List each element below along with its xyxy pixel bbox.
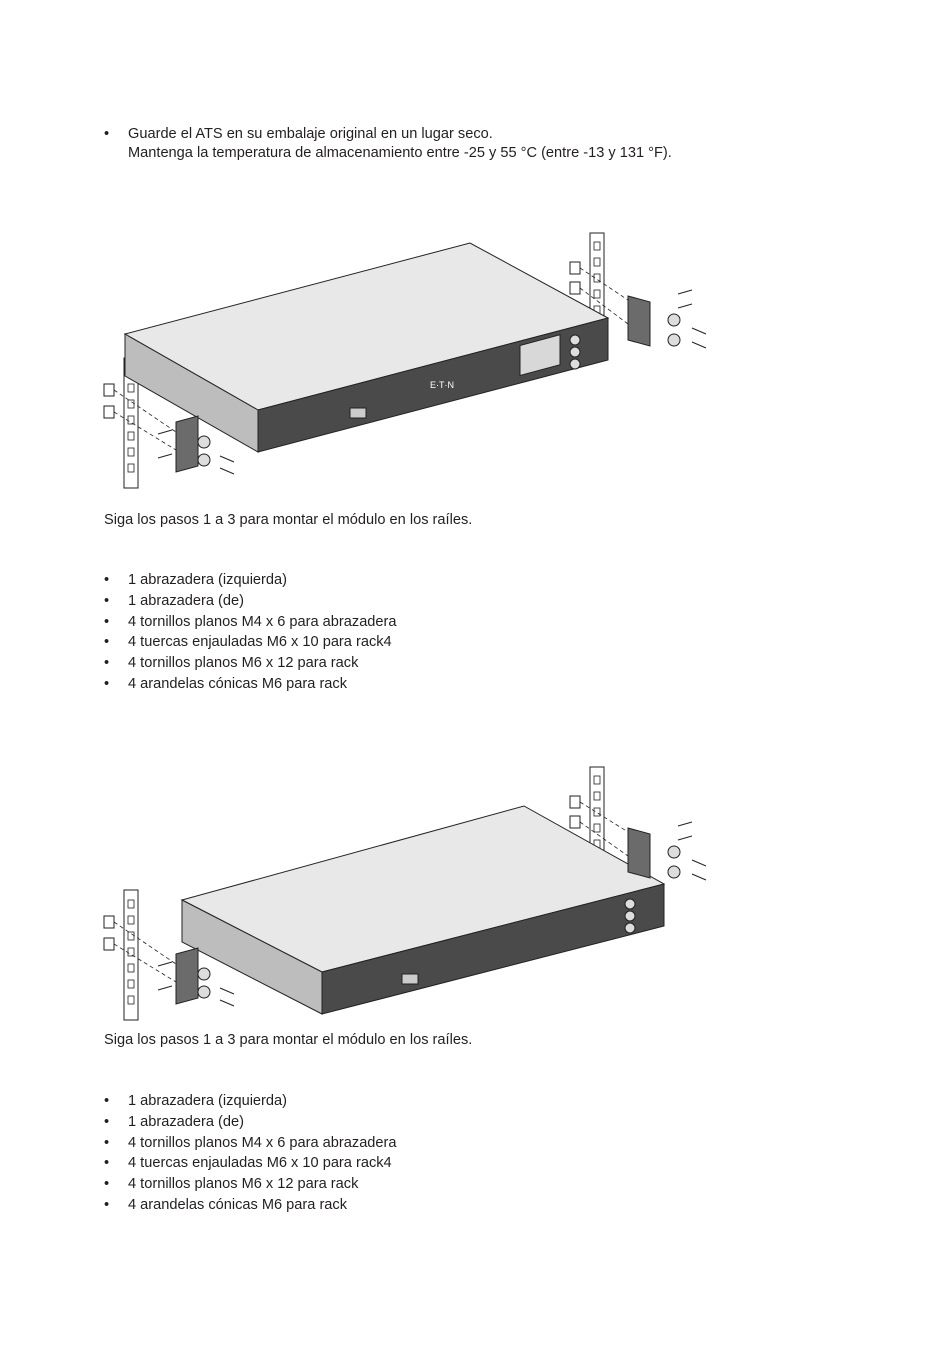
list-item: • 1 abrazadera (de) <box>104 591 397 612</box>
list-item: • 4 arandelas cónicas M6 para rack <box>104 674 397 695</box>
device-logo: E·T·N <box>430 380 454 390</box>
rack-mount-illustration-1 <box>100 228 730 493</box>
storage-line-2: Mantenga la temperatura de almacenamiento entre -25 y 55 °C (entre -13 y 131 °F). <box>128 144 672 161</box>
list-item: • 4 tornillos planos M4 x 6 para abrazadera <box>104 1133 397 1154</box>
rack-mount-illustration-2 <box>100 762 730 1024</box>
list-item: • 4 tuercas enjauladas M6 x 10 para rack4 <box>104 1153 397 1174</box>
list-item: • 1 abrazadera (izquierda) <box>104 570 397 591</box>
list-item: • 4 arandelas cónicas M6 para rack <box>104 1195 397 1216</box>
mount-caption-1: Siga los pasos 1 a 3 para montar el módulo en los raíles. <box>104 512 473 528</box>
list-item: • 4 tuercas enjauladas M6 x 10 para rack4 <box>104 632 397 653</box>
list-item: • 4 tornillos planos M4 x 6 para abrazadera <box>104 612 397 633</box>
storage-note <box>104 125 672 162</box>
list-item: • 4 tornillos planos M6 x 12 para rack <box>104 653 397 674</box>
mount-caption-2: Siga los pasos 1 a 3 para montar el módulo en los raíles. <box>104 1032 473 1048</box>
storage-line-1: • Guarde el ATS en su embalaje original en un lugar seco. <box>104 125 672 144</box>
list-item: • 1 abrazadera (de) <box>104 1112 397 1133</box>
parts-list-1 <box>104 570 397 695</box>
list-item: • 4 tornillos planos M6 x 12 para rack <box>104 1174 397 1195</box>
parts-list-2 <box>104 1091 397 1216</box>
list-item: • 1 abrazadera (izquierda) <box>104 1091 397 1112</box>
